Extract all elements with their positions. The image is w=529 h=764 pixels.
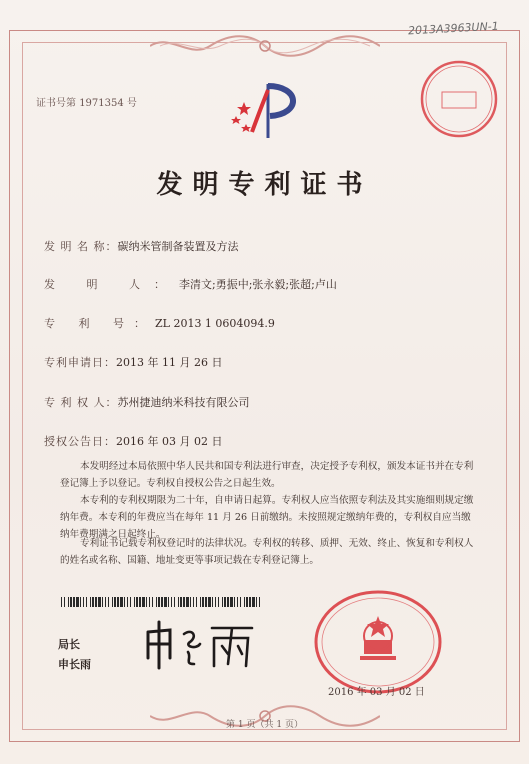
field-value: 2013 年 11 月 26 日 <box>116 356 223 369</box>
field-label: 专 利 权 人： <box>44 396 118 409</box>
signatory-role: 局长 <box>58 638 80 651</box>
paragraph-grant: 本发明经过本局依照中华人民共和国专利法进行审查，决定授予专利权，颁发本证书并在专利登记簿上予以登记。专利权自授权公告之日起生效。 <box>60 461 474 489</box>
field-patent-number <box>44 315 275 331</box>
field-label: 授权公告日： <box>44 435 116 448</box>
field-invention-name <box>44 238 239 254</box>
field-label: 专利申请日： <box>44 356 116 369</box>
field-patentee <box>44 394 250 410</box>
handwritten-signature <box>140 614 260 674</box>
field-value: 李清文;勇振中;张永毅;张超;卢山 <box>179 278 337 291</box>
certificate-title: 发明专利证书 <box>156 170 373 200</box>
barcode <box>61 597 261 607</box>
field-value: 2016 年 03 月 02 日 <box>116 435 223 448</box>
handwritten-note: 2013A3963UN-1 <box>407 19 500 38</box>
field-grant-date <box>44 433 222 449</box>
certificate-number <box>36 94 137 109</box>
field-inventors <box>44 276 337 292</box>
certificate-number-suffix: 号 <box>126 98 137 109</box>
certificate-number-label: 证书号第 <box>36 98 76 109</box>
field-label: 发 明 名 称： <box>44 240 118 253</box>
top-ornament <box>150 33 380 59</box>
field-value: 苏州捷迪纳米科技有限公司 <box>117 396 250 409</box>
field-value: ZL 2013 1 0604094.9 <box>155 317 275 330</box>
paragraph-term: 本专利的专利权期限为二十年，自申请日起算。专利权人应当依照专利法及其实施细则规定缴纳年费。本专利的年费应当在每年 11 月 26 日前缴纳。未按照规定缴纳年费的，专利权自应当缴纳年费期满之日起终止。 <box>60 495 474 540</box>
field-value: 碳纳米管制备装置及方法 <box>117 240 239 253</box>
official-seal <box>312 588 444 696</box>
field-filing-date <box>44 354 222 370</box>
field-label: 发 明 人： <box>44 278 179 291</box>
cnipa-logo <box>230 80 310 142</box>
paragraph-register: 专利证书记载专利权登记时的法律状况。专利权的转移、质押、无效、终止、恢复和专利权人的姓名或名称、国籍、地址变更等事项记载在专利登记簿上。 <box>60 538 474 566</box>
seal-date: 2016 年 03 月 02 日 <box>328 687 425 698</box>
certificate-number-value: 1971354 <box>79 98 124 109</box>
page-number: 第 1 页（共 1 页） <box>226 720 303 730</box>
field-label: 专 利 号： <box>44 317 155 330</box>
org-receipt-stamp <box>418 58 500 140</box>
signatory-name: 申长雨 <box>58 658 91 671</box>
